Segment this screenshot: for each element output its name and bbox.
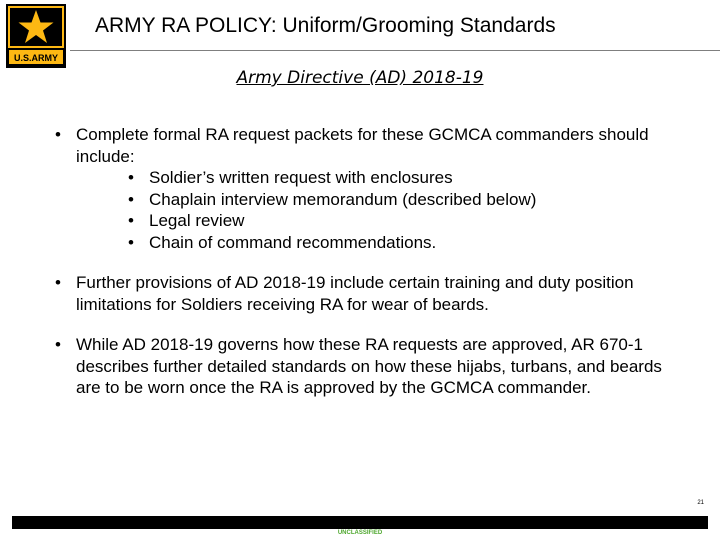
svg-text:U.S.ARMY: U.S.ARMY [13, 53, 59, 63]
paragraph-text: Complete formal RA request packets for these GCMCA commanders should include: [76, 125, 649, 166]
sub-bullet-item: • Legal review [128, 211, 245, 230]
title-divider [70, 50, 720, 51]
paragraph-text: Further provisions of AD 2018-19 include certain training and duty position limitations for Soldiers receiving RA for wear of beards. [76, 273, 634, 314]
bullet-icon: • [55, 125, 61, 144]
army-logo [6, 4, 66, 68]
subtitle-text: Army Directive (AD) 2018-19 [236, 68, 484, 88]
army-star-icon [6, 4, 66, 68]
sub-bullet-item: • Soldier’s written request with enclosures [128, 168, 453, 187]
content [55, 124, 685, 418]
subtitle [0, 68, 720, 88]
classification-label: UNCLASSIFIED [337, 530, 383, 536]
sub-bullet-list [76, 167, 685, 253]
bullet-icon: • [128, 232, 134, 252]
page-number: 21 [697, 500, 704, 506]
footer-bar [12, 516, 708, 529]
bullet-icon: • [128, 189, 134, 209]
bullet-icon: • [128, 211, 134, 230]
page-title: ARMY RA POLICY: Uniform/Grooming Standards [95, 14, 556, 37]
bullet-icon: • [55, 335, 61, 354]
bullet-icon: • [55, 273, 61, 292]
sub-bullet-item: • Chaplain interview memorandum (described below) [128, 189, 537, 209]
bullet-paragraph [55, 334, 685, 399]
bullet-paragraph [55, 124, 685, 253]
paragraph-text: While AD 2018-19 governs how these RA requests are approved, AR 670-1 describes further detailed standards on how these hijabs, turbans, and beards are to be worn once the RA is approved by the GCMCA commander. [76, 335, 662, 397]
bullet-paragraph [55, 272, 685, 315]
sub-bullet-item: • Chain of command recommendations. [128, 232, 437, 252]
bullet-icon: • [128, 168, 134, 187]
